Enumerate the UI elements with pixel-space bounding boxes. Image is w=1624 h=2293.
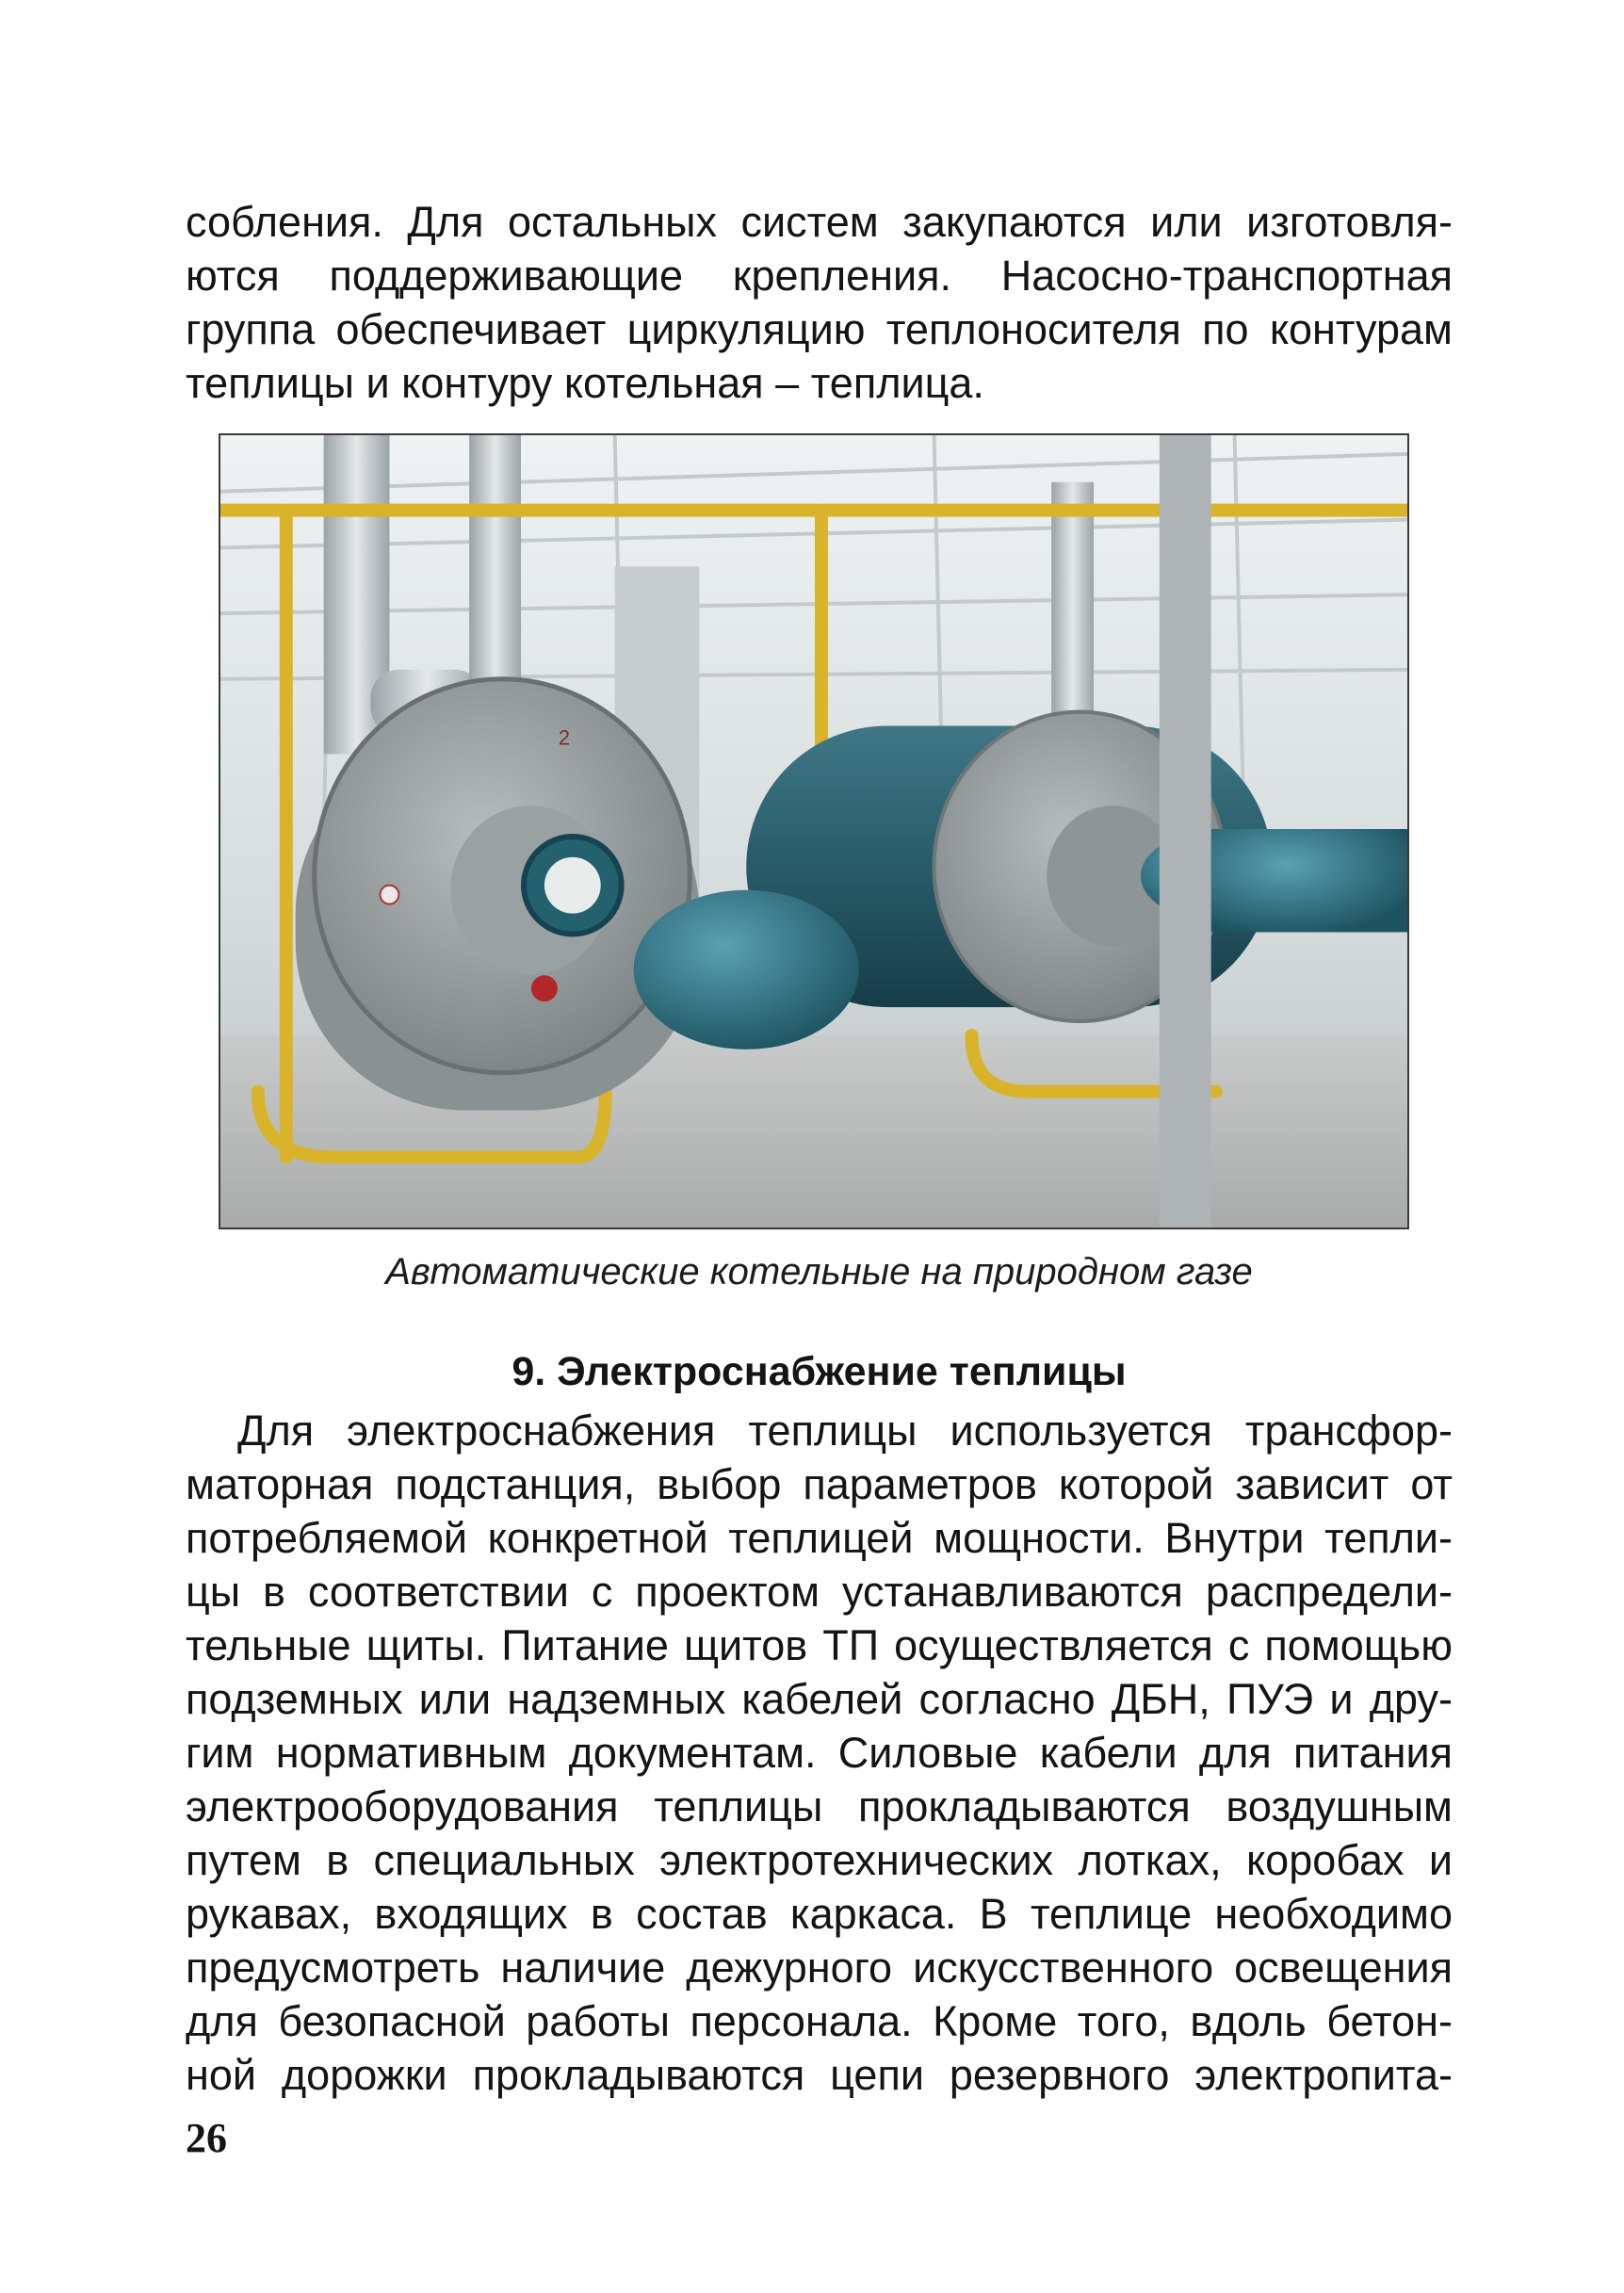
text-line: маторная подстанция, выбор параметров которой зависит от	[186, 1460, 1453, 1508]
section-heading: 9. Электроснабжение теплицы	[512, 1349, 1127, 1394]
text-line: для безопасной работы персонала. Кроме того, вдоль бетон-	[186, 1997, 1453, 2045]
page-number: 26	[186, 2115, 227, 2161]
text-line: гим нормативным документам. Силовые кабели для питания	[186, 1729, 1453, 1777]
text-line: цы в соответствии с проектом устанавливаются распредели-	[186, 1568, 1453, 1616]
figure-caption: Автоматические котельные на природном газе	[385, 1251, 1253, 1293]
text-line: собления. Для остальных систем закупаются или изготовля-	[186, 198, 1453, 246]
text-line: предусмотреть наличие дежурного искусственного освещения	[186, 1943, 1453, 1992]
boiler-label: 2	[558, 725, 571, 750]
text-line: потребляемой конкретной теплицей мощности. Внутри тепли-	[186, 1514, 1453, 1562]
text-line: тельные щиты. Питание щитов ТП осуществляется с помощью	[186, 1621, 1453, 1669]
text-line: путем в специальных электротехнических лотках, коробах и	[186, 1836, 1453, 1884]
text-line: ются поддерживающие крепления. Насосно-транспортная	[186, 252, 1453, 300]
support-column	[1160, 435, 1211, 1228]
valve	[531, 975, 558, 1001]
text-line: теплицы и контуру котельная – теплица.	[186, 359, 984, 407]
text-line: группа обеспечивает циркуляцию теплоносителя по контурам	[186, 305, 1453, 353]
text-line: Для электроснабжения теплицы используется трансфор-	[237, 1407, 1453, 1455]
text-line: ной дорожки прокладываются цепи резервного электропита-	[186, 2051, 1453, 2099]
section-paragraph	[186, 1404, 1453, 2102]
text-line: электрооборудования теплицы прокладываются воздушным	[186, 1782, 1453, 1830]
text-line: подземных или надземных кабелей согласно ДБН, ПУЭ и дру-	[186, 1675, 1453, 1723]
boiler-room-illustration	[220, 435, 1407, 1228]
top-paragraph	[186, 195, 1453, 410]
burner	[634, 890, 859, 1049]
boiler-room-photo	[219, 433, 1409, 1229]
exhaust-duct	[1051, 482, 1094, 726]
text-line: рукавах, входящих в состав каркаса. В теплице необходимо	[186, 1890, 1453, 1938]
